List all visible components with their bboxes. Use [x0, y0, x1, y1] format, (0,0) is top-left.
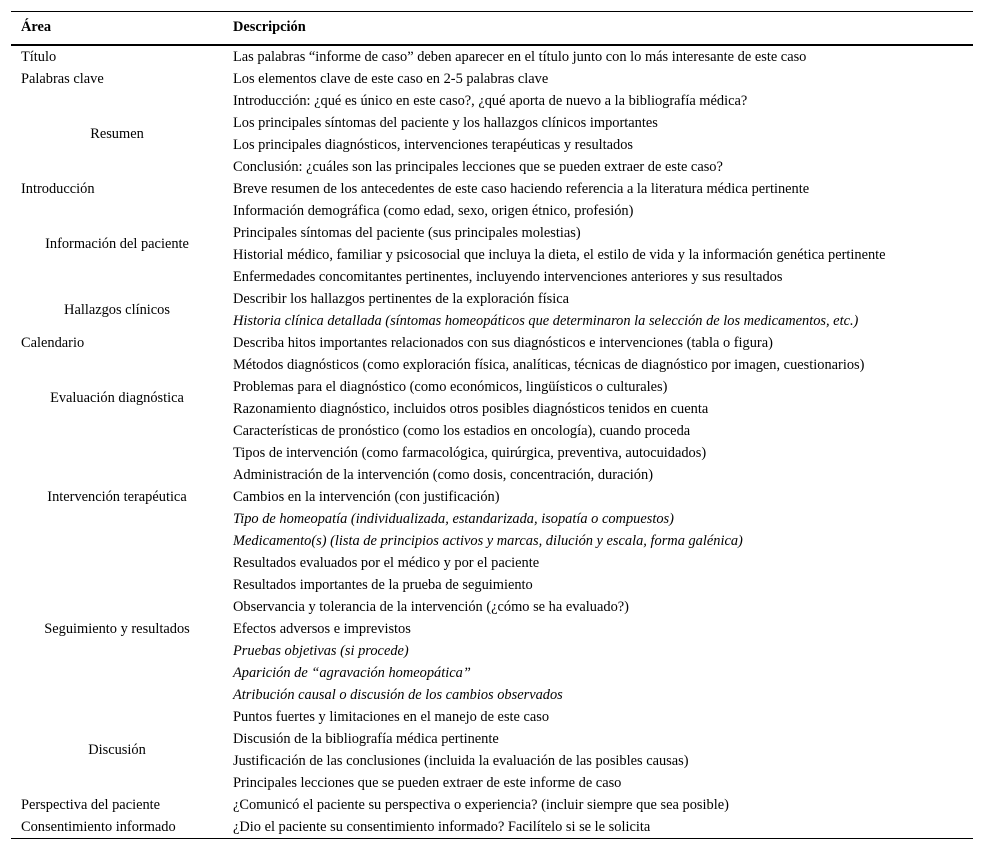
description-cell: Puntos fuertes y limitaciones en el manejo de este caso: [233, 708, 550, 725]
table-row: [11, 354, 973, 376]
description-cell: Historia clínica detallada (síntomas homeopáticos que determinaron la selección de los medicamentos, etc.): [233, 312, 859, 329]
area-cell: Seguimiento y resultados: [44, 620, 190, 637]
description-cell: Efectos adversos e imprevistos: [233, 620, 411, 637]
table-row: [11, 332, 973, 354]
description-cell: Medicamento(s) (lista de principios activos y marcas, dilución y escala, forma galénica): [233, 532, 743, 549]
description-cell: Describa hitos importantes relacionados con sus diagnósticos e intervenciones (tabla o figura): [233, 334, 773, 351]
case-report-checklist-table: [11, 11, 973, 839]
description-cell: Problemas para el diagnóstico (como económicos, lingüísticos o culturales): [233, 378, 668, 395]
table-row: [11, 178, 973, 200]
description-cell: Información demográfica (como edad, sexo, origen étnico, profesión): [233, 202, 634, 219]
table-row: [11, 794, 973, 816]
header-area: Área: [21, 19, 52, 36]
description-cell: Breve resumen de los antecedentes de este caso haciendo referencia a la literatura médica pertinente: [233, 180, 810, 197]
description-cell: Características de pronóstico (como los estadios en oncología), cuando proceda: [233, 422, 691, 439]
description-cell: Conclusión: ¿cuáles son las principales lecciones que se pueden extraer de este caso?: [233, 158, 723, 175]
table-row: [11, 706, 973, 728]
description-cell: Introducción: ¿qué es único en este caso?, ¿qué aporta de nuevo a la bibliografía médica?: [233, 92, 748, 109]
description-cell: Métodos diagnósticos (como exploración física, analíticas, técnicas de diagnóstico por imagen, cuestionarios): [233, 356, 865, 373]
area-cell: Calendario: [21, 334, 85, 351]
table-row: [11, 45, 973, 68]
description-cell: Atribución causal o discusión de los cambios observados: [233, 686, 563, 703]
description-cell: Aparición de “agravación homeopática”: [233, 664, 471, 681]
description-cell: Justificación de las conclusiones (incluida la evaluación de las posibles causas): [233, 752, 689, 769]
description-cell: ¿Comunicó el paciente su perspectiva o experiencia? (incluir siempre que sea posible): [233, 796, 729, 813]
area-cell: Hallazgos clínicos: [64, 301, 170, 318]
area-cell: Intervención terapéutica: [47, 488, 187, 505]
description-cell: Principales lecciones que se pueden extraer de este informe de caso: [233, 774, 622, 791]
header-description: Descripción: [233, 19, 306, 36]
area-cell: Resumen: [90, 125, 144, 142]
description-cell: Describir los hallazgos pertinentes de la exploración física: [233, 290, 570, 307]
area-cell: Palabras clave: [21, 70, 104, 87]
description-cell: Los principales diagnósticos, intervenciones terapéuticas y resultados: [233, 136, 634, 153]
description-cell: Tipos de intervención (como farmacológica, quirúrgica, preventiva, autocuidados): [233, 444, 707, 461]
table-row: [11, 816, 973, 839]
description-cell: Observancia y tolerancia de la intervención (¿cómo se ha evaluado?): [233, 598, 629, 615]
area-cell: Discusión: [88, 741, 146, 758]
table-body: [11, 45, 973, 839]
description-cell: Cambios en la intervención (con justificación): [233, 488, 500, 505]
description-cell: Principales síntomas del paciente (sus principales molestias): [233, 224, 581, 241]
description-cell: Resultados evaluados por el médico y por el paciente: [233, 554, 540, 571]
table-row: [11, 442, 973, 464]
table-row: [11, 200, 973, 222]
description-cell: Pruebas objetivas (si procede): [233, 642, 409, 659]
area-cell: Consentimiento informado: [21, 818, 176, 835]
description-cell: Las palabras “informe de caso” deben aparecer en el título junto con lo más interesante de este caso: [233, 48, 807, 65]
area-cell: Perspectiva del paciente: [21, 796, 161, 813]
table-header: [11, 12, 973, 45]
area-cell: Información del paciente: [45, 235, 189, 252]
description-cell: Tipo de homeopatía (individualizada, estandarizada, isopatía o compuestos): [233, 510, 674, 527]
table-row: [11, 552, 973, 574]
description-cell: Los elementos clave de este caso en 2-5 palabras clave: [233, 70, 549, 87]
description-cell: Historial médico, familiar y psicosocial que incluya la dieta, el estilo de vida y la información genética pertinente: [233, 246, 886, 263]
description-cell: Administración de la intervención (como dosis, concentración, duración): [233, 466, 653, 483]
description-cell: Enfermedades concomitantes pertinentes, incluyendo intervenciones anteriores y sus resultados: [233, 268, 783, 285]
table-row: [11, 68, 973, 90]
area-cell: Evaluación diagnóstica: [50, 389, 184, 406]
description-cell: Razonamiento diagnóstico, incluidos otros posibles diagnósticos tenidos en cuenta: [233, 400, 709, 417]
table-row: [11, 90, 973, 112]
description-cell: Discusión de la bibliografía médica pertinente: [233, 730, 499, 747]
area-cell: Título: [21, 48, 57, 65]
table-row: [11, 288, 973, 310]
area-cell: Introducción: [21, 180, 95, 197]
description-cell: Los principales síntomas del paciente y los hallazgos clínicos importantes: [233, 114, 658, 131]
description-cell: Resultados importantes de la prueba de seguimiento: [233, 576, 533, 593]
description-cell: ¿Dio el paciente su consentimiento informado? Facilítelo si se le solicita: [233, 818, 651, 835]
